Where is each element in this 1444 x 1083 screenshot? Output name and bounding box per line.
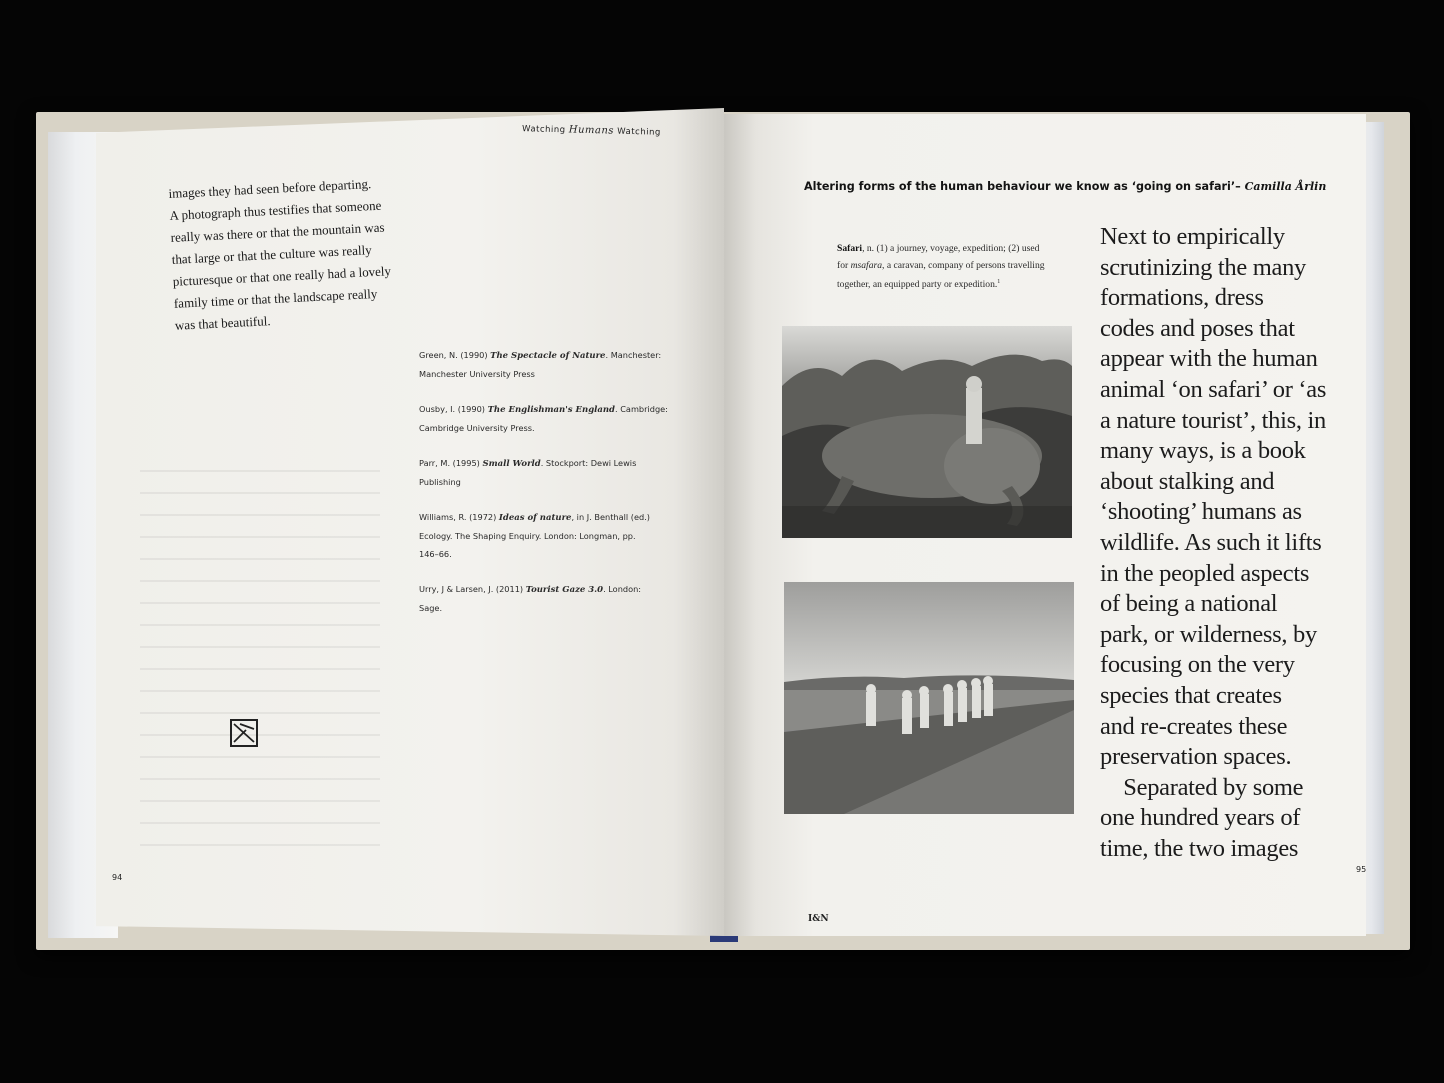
reference-item — [419, 580, 669, 617]
definition-term: Safari — [837, 243, 863, 254]
reference-title: Ideas of nature — [498, 513, 572, 523]
body-line: that large or that the culture was really — [171, 242, 372, 267]
definition-line: , n. (1) a journey, voyage, expedition; (2) used — [862, 243, 1040, 254]
heading-dash: – — [1235, 180, 1245, 193]
publisher-logo: I&N — [808, 914, 829, 924]
chapter-heading — [804, 180, 1327, 193]
reference-publisher: , in J. Benthall (ed.) — [571, 512, 650, 522]
reference-item — [419, 508, 669, 563]
reference-line: Manchester University Press — [419, 369, 535, 379]
reference-line: Publishing — [419, 477, 461, 487]
running-head-emphasis: Humans — [568, 124, 615, 137]
body-line: A photograph thus testifies that someone — [169, 197, 382, 223]
definition-line: , a caravan, company of persons travelling — [882, 260, 1045, 271]
references-list — [419, 346, 669, 634]
crossed-box-icon — [230, 719, 258, 747]
reference-publisher: . London: — [603, 584, 642, 594]
body-line: species that creates — [1100, 681, 1282, 709]
body-line: time, the two images — [1100, 834, 1299, 862]
body-line: park, or wilderness, by — [1100, 620, 1317, 648]
reference-publisher: . Cambridge: — [615, 404, 668, 414]
running-head-prefix: Watching — [521, 124, 566, 136]
body-line: a nature tourist’, this, in — [1100, 406, 1326, 434]
heading-author: Camilla Årlin — [1244, 180, 1327, 193]
heading-text: Altering forms of the human behaviour we know as ‘going on safari’ — [804, 180, 1236, 193]
definition-line: for — [837, 260, 851, 271]
reference-line: 146–66. — [419, 549, 452, 559]
page-number-right: 95 — [1356, 865, 1367, 874]
body-line: in the peopled aspects — [1100, 559, 1310, 587]
body-line: codes and poses that — [1100, 314, 1295, 342]
reference-item — [419, 346, 669, 383]
reference-title: Small World — [482, 459, 541, 469]
reference-author: Green, N. (1990) — [419, 350, 491, 360]
reference-item — [419, 400, 669, 437]
reference-line: Ecology. The Shaping Enquiry. London: Longman, pp. — [419, 531, 636, 541]
reference-line: Sage. — [419, 603, 443, 613]
left-body-text — [168, 172, 405, 337]
running-head-suffix: Watching — [617, 126, 661, 138]
body-line: family time or that the landscape really — [173, 285, 378, 311]
body-line: many ways, is a book — [1100, 437, 1306, 465]
show-through-text — [140, 470, 380, 850]
reference-title: Tourist Gaze 3.0 — [525, 585, 604, 595]
reference-item — [419, 454, 669, 491]
body-line: was that beautiful. — [174, 313, 271, 333]
footnote-mark: 1 — [997, 279, 1001, 285]
body-line: images they had seen before departing. — [168, 176, 372, 201]
page-number-left: 94 — [112, 873, 123, 882]
body-line: ‘shooting’ humans as — [1100, 498, 1302, 526]
reference-title: The Englishman's England — [487, 405, 615, 415]
right-body-text — [1100, 222, 1350, 864]
body-line: of being a national — [1100, 590, 1278, 618]
body-line: formations, dress — [1100, 284, 1264, 312]
reference-author: Parr, M. (1995) — [419, 458, 483, 468]
reference-author: Williams, R. (1972) — [419, 512, 499, 522]
definition-italic: msafara — [850, 260, 883, 271]
body-line: appear with the human — [1100, 345, 1318, 373]
body-line: Next to empirically — [1100, 223, 1285, 250]
body-line: Separated by some — [1100, 773, 1304, 801]
definition-line: together, an equipped party or expedition. — [837, 279, 998, 291]
body-line: and re-creates these — [1100, 712, 1288, 740]
body-line: scrutinizing the many — [1100, 253, 1306, 281]
body-line: wildlife. As such it lifts — [1100, 528, 1322, 556]
safari-definition — [837, 240, 1077, 293]
body-line: animal ‘on safari’ or ‘as — [1100, 375, 1327, 403]
group-on-road-photo — [784, 582, 1074, 814]
body-line: really was there or that the mountain was — [170, 219, 385, 245]
body-line: focusing on the very — [1100, 651, 1295, 679]
body-line: picturesque or that one really had a lovely — [172, 263, 392, 289]
body-line: about stalking and — [1100, 467, 1275, 495]
reference-author: Urry, J & Larsen, J. (2011) — [419, 584, 526, 594]
body-line: one hundred years of — [1100, 804, 1301, 832]
reference-publisher: . Manchester: — [605, 350, 662, 360]
reference-author: Ousby, I. (1990) — [419, 404, 488, 414]
reference-publisher: . Stockport: Dewi Lewis — [540, 458, 637, 468]
reference-line: Cambridge University Press. — [419, 423, 535, 433]
body-line: preservation spaces. — [1100, 743, 1292, 771]
reference-title: The Spectacle of Nature — [490, 351, 606, 361]
elephant-hunt-photo — [782, 326, 1072, 538]
